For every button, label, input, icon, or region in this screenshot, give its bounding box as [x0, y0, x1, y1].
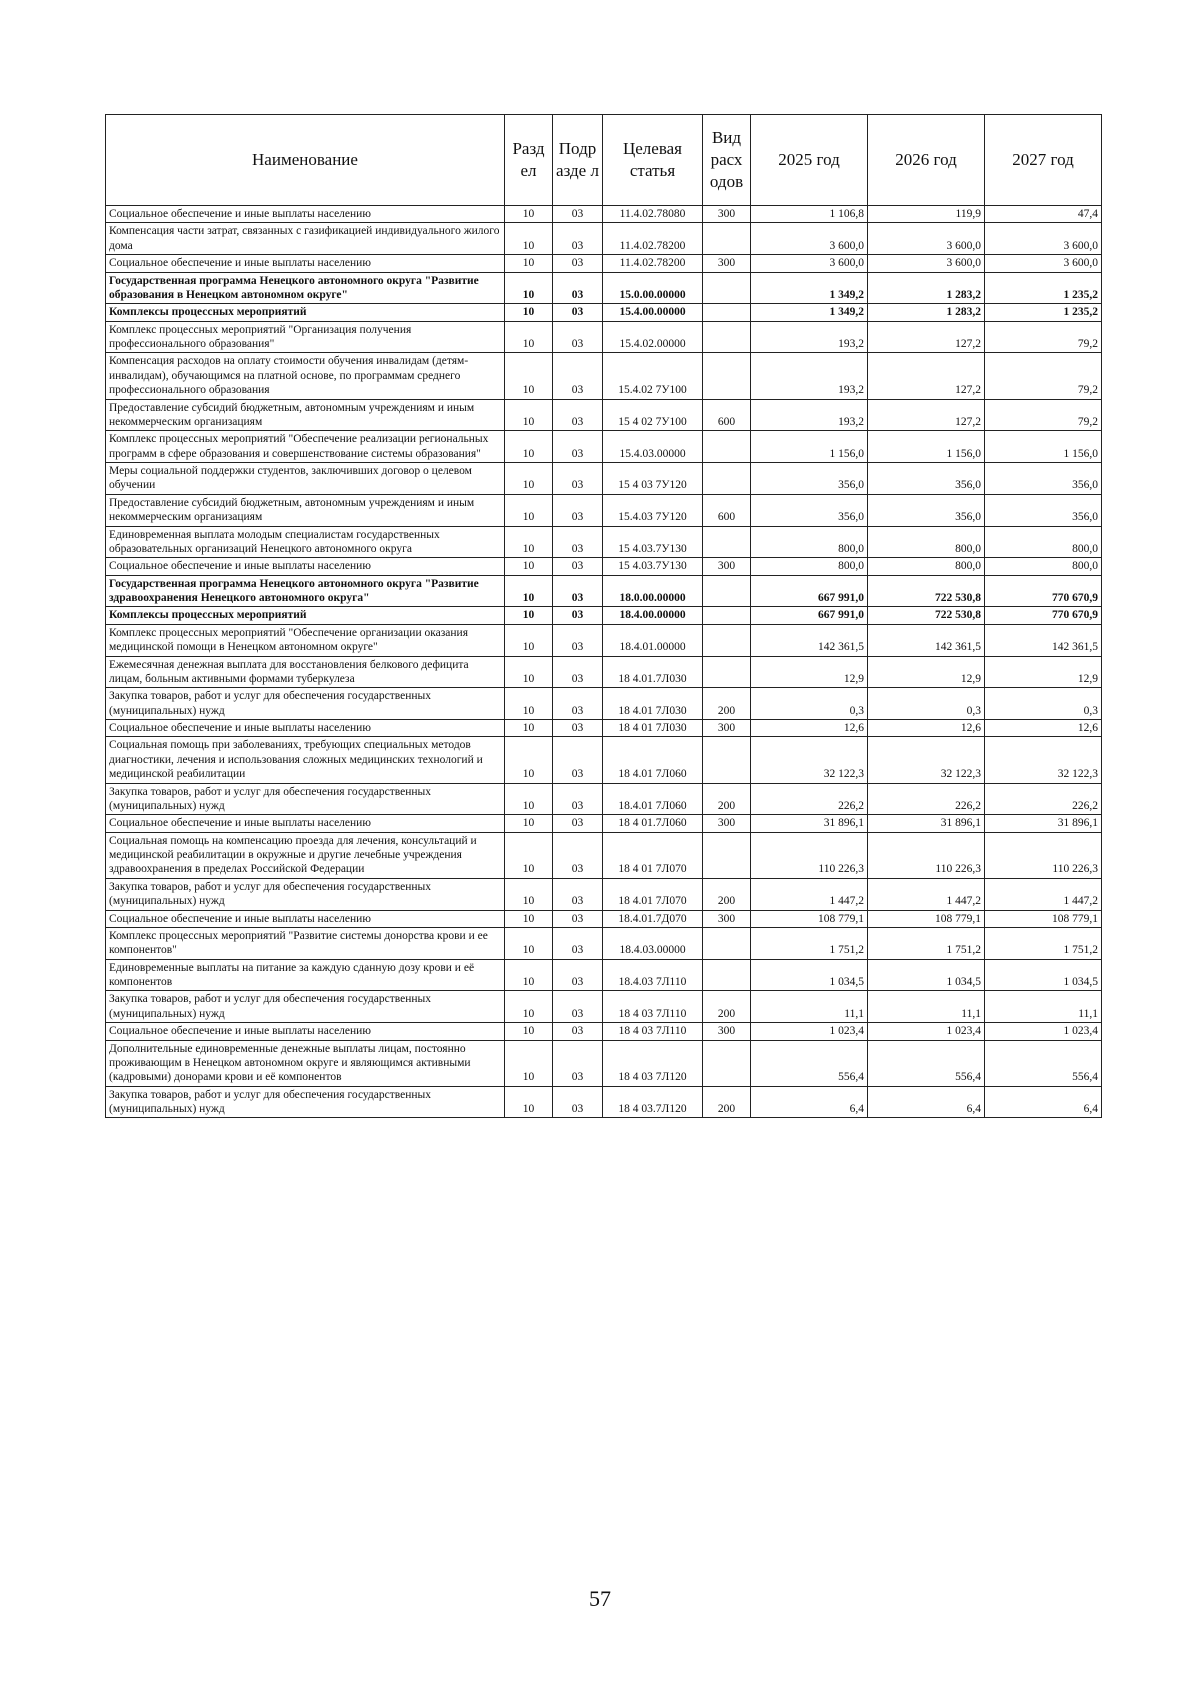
- cell-expense-type: 300: [703, 910, 751, 927]
- table-row: [106, 494, 1102, 526]
- table-row: [106, 353, 1102, 399]
- cell-target-article: 11.4.02.78200: [603, 255, 703, 272]
- cell-year-2026: 1 283,2: [868, 304, 985, 321]
- cell-expense-type: 600: [703, 399, 751, 431]
- cell-year-2026: 12,6: [868, 720, 985, 737]
- cell-year-2025: 556,4: [751, 1040, 868, 1086]
- cell-year-2026: 356,0: [868, 463, 985, 495]
- table-row: [106, 624, 1102, 656]
- cell-podrazdel: 03: [553, 927, 603, 959]
- cell-target-article: 15.4.00.00000: [603, 304, 703, 321]
- cell-name: Комплекс процессных мероприятий "Развитие системы донорства крови и ее компонентов": [106, 927, 505, 959]
- cell-year-2027: 79,2: [985, 353, 1102, 399]
- cell-year-2026: 1 751,2: [868, 927, 985, 959]
- cell-year-2025: 193,2: [751, 353, 868, 399]
- cell-year-2026: 108 779,1: [868, 910, 985, 927]
- table-row: [106, 656, 1102, 688]
- cell-year-2025: 1 447,2: [751, 878, 868, 910]
- cell-podrazdel: 03: [553, 783, 603, 815]
- header-year-2026: 2026 год: [868, 115, 985, 206]
- cell-year-2027: 142 361,5: [985, 624, 1102, 656]
- cell-razdel: 10: [505, 878, 553, 910]
- cell-name: Социальное обеспечение и иные выплаты населению: [106, 255, 505, 272]
- cell-name: Закупка товаров, работ и услуг для обеспечения государственных (муниципальных) нужд: [106, 878, 505, 910]
- cell-target-article: 18 4 03.7Л120: [603, 1086, 703, 1118]
- cell-razdel: 10: [505, 624, 553, 656]
- cell-name: Комплексы процессных мероприятий: [106, 304, 505, 321]
- cell-razdel: 10: [505, 927, 553, 959]
- cell-razdel: 10: [505, 558, 553, 575]
- table-row: [106, 737, 1102, 783]
- cell-year-2027: 356,0: [985, 463, 1102, 495]
- table-row: [106, 815, 1102, 832]
- cell-year-2026: 1 156,0: [868, 431, 985, 463]
- cell-year-2027: 800,0: [985, 526, 1102, 558]
- cell-name: Комплексы процессных мероприятий: [106, 607, 505, 624]
- cell-expense-type: [703, 607, 751, 624]
- cell-name: Единовременные выплаты на питание за каждую сданную дозу крови и её компонентов: [106, 959, 505, 991]
- cell-year-2026: 127,2: [868, 353, 985, 399]
- cell-name: Социальное обеспечение и иные выплаты населению: [106, 1023, 505, 1040]
- cell-expense-type: [703, 272, 751, 304]
- cell-year-2025: 110 226,3: [751, 832, 868, 878]
- cell-target-article: 18 4.01 7Л030: [603, 688, 703, 720]
- cell-target-article: 18.4.01 7Л060: [603, 783, 703, 815]
- cell-podrazdel: 03: [553, 959, 603, 991]
- cell-expense-type: [703, 959, 751, 991]
- cell-razdel: 10: [505, 959, 553, 991]
- cell-target-article: 18 4 01 7Л070: [603, 832, 703, 878]
- cell-target-article: 15 4 03 7У120: [603, 463, 703, 495]
- cell-podrazdel: 03: [553, 321, 603, 353]
- cell-podrazdel: 03: [553, 656, 603, 688]
- cell-expense-type: [703, 575, 751, 607]
- cell-year-2027: 79,2: [985, 321, 1102, 353]
- cell-year-2025: 108 779,1: [751, 910, 868, 927]
- cell-target-article: 18 4.01 7Л060: [603, 737, 703, 783]
- cell-year-2026: 1 023,4: [868, 1023, 985, 1040]
- cell-name: Социальное обеспечение и иные выплаты населению: [106, 720, 505, 737]
- cell-razdel: 10: [505, 353, 553, 399]
- table-row: [106, 878, 1102, 910]
- cell-year-2025: 356,0: [751, 494, 868, 526]
- cell-year-2027: 770 670,9: [985, 607, 1102, 624]
- cell-year-2026: 556,4: [868, 1040, 985, 1086]
- cell-year-2026: 1 283,2: [868, 272, 985, 304]
- cell-target-article: 18 4 01 7Л030: [603, 720, 703, 737]
- table-row: [106, 255, 1102, 272]
- cell-razdel: 10: [505, 304, 553, 321]
- cell-year-2027: 32 122,3: [985, 737, 1102, 783]
- cell-podrazdel: 03: [553, 223, 603, 255]
- cell-expense-type: 300: [703, 206, 751, 223]
- cell-name: Компенсация расходов на оплату стоимости обучения инвалидам (детям-инвалидам), обучающимся на платной основе, по программам среднего профессионального образования: [106, 353, 505, 399]
- table-row: [106, 991, 1102, 1023]
- cell-expense-type: 300: [703, 720, 751, 737]
- cell-expense-type: [703, 656, 751, 688]
- cell-name: Предоставление субсидий бюджетным, автономным учреждениям и иным некоммерческим организациям: [106, 399, 505, 431]
- cell-target-article: 18 4 01.7Л060: [603, 815, 703, 832]
- cell-podrazdel: 03: [553, 353, 603, 399]
- table-row: [106, 1040, 1102, 1086]
- cell-name: Единовременная выплата молодым специалистам государственных образовательных организаций Ненецкого автономного округа: [106, 526, 505, 558]
- cell-target-article: 18 4 03 7Л110: [603, 991, 703, 1023]
- cell-expense-type: [703, 832, 751, 878]
- cell-year-2027: 79,2: [985, 399, 1102, 431]
- cell-razdel: 10: [505, 1040, 553, 1086]
- cell-year-2025: 1 156,0: [751, 431, 868, 463]
- table-row: [106, 558, 1102, 575]
- cell-expense-type: [703, 927, 751, 959]
- table-row: [106, 959, 1102, 991]
- cell-year-2025: 11,1: [751, 991, 868, 1023]
- cell-podrazdel: 03: [553, 494, 603, 526]
- cell-razdel: 10: [505, 463, 553, 495]
- cell-expense-type: 600: [703, 494, 751, 526]
- table-body: [106, 206, 1102, 1118]
- cell-razdel: 10: [505, 321, 553, 353]
- cell-podrazdel: 03: [553, 624, 603, 656]
- cell-name: Социальная помощь на компенсацию проезда для лечения, консультаций и медицинской реабилитации в окружные и другие лечебные учреждения здравоохранения в пределах Российской Федерации: [106, 832, 505, 878]
- cell-name: Социальное обеспечение и иные выплаты населению: [106, 910, 505, 927]
- page-number: 57: [589, 1586, 611, 1611]
- cell-year-2025: 800,0: [751, 558, 868, 575]
- cell-year-2025: 356,0: [751, 463, 868, 495]
- cell-year-2025: 667 991,0: [751, 575, 868, 607]
- table-row: [106, 399, 1102, 431]
- cell-year-2026: 722 530,8: [868, 607, 985, 624]
- cell-expense-type: 300: [703, 815, 751, 832]
- cell-target-article: 15 4.03.7У130: [603, 558, 703, 575]
- cell-year-2025: 31 896,1: [751, 815, 868, 832]
- cell-year-2027: 47,4: [985, 206, 1102, 223]
- cell-expense-type: [703, 353, 751, 399]
- table-row: [106, 526, 1102, 558]
- cell-expense-type: 200: [703, 878, 751, 910]
- cell-razdel: 10: [505, 783, 553, 815]
- cell-year-2025: 226,2: [751, 783, 868, 815]
- cell-target-article: 18 4 03 7Л120: [603, 1040, 703, 1086]
- table-row: [106, 607, 1102, 624]
- cell-year-2025: 3 600,0: [751, 223, 868, 255]
- cell-year-2025: 1 106,8: [751, 206, 868, 223]
- cell-podrazdel: 03: [553, 991, 603, 1023]
- cell-year-2026: 1 447,2: [868, 878, 985, 910]
- cell-target-article: 15.4.02.00000: [603, 321, 703, 353]
- cell-year-2026: 800,0: [868, 526, 985, 558]
- cell-name: Социальное обеспечение и иные выплаты населению: [106, 206, 505, 223]
- cell-year-2027: 3 600,0: [985, 223, 1102, 255]
- cell-podrazdel: 03: [553, 255, 603, 272]
- cell-year-2026: 119,9: [868, 206, 985, 223]
- table-row: [106, 910, 1102, 927]
- cell-year-2026: 142 361,5: [868, 624, 985, 656]
- cell-podrazdel: 03: [553, 1086, 603, 1118]
- cell-year-2026: 11,1: [868, 991, 985, 1023]
- cell-expense-type: [703, 1040, 751, 1086]
- cell-podrazdel: 03: [553, 737, 603, 783]
- cell-target-article: 18 4.01.7Л030: [603, 656, 703, 688]
- cell-name: Закупка товаров, работ и услуг для обеспечения государственных (муниципальных) нужд: [106, 1086, 505, 1118]
- cell-razdel: 10: [505, 1086, 553, 1118]
- cell-year-2027: 12,6: [985, 720, 1102, 737]
- cell-razdel: 10: [505, 399, 553, 431]
- cell-razdel: 10: [505, 656, 553, 688]
- cell-target-article: 15 4.03.7У130: [603, 526, 703, 558]
- cell-name: Комплекс процессных мероприятий "Обеспечение организации оказания медицинской помощи в Ненецком автономном округе": [106, 624, 505, 656]
- cell-podrazdel: 03: [553, 607, 603, 624]
- table-row: [106, 321, 1102, 353]
- cell-year-2026: 127,2: [868, 399, 985, 431]
- cell-podrazdel: 03: [553, 878, 603, 910]
- cell-razdel: 10: [505, 431, 553, 463]
- cell-name: Комплекс процессных мероприятий "Обеспечение реализации региональных программ в сфере образования и совершенствование системы образования": [106, 431, 505, 463]
- cell-name: Меры социальной поддержки студентов, заключивших договор о целевом обучении: [106, 463, 505, 495]
- cell-year-2027: 1 751,2: [985, 927, 1102, 959]
- cell-target-article: 11.4.02.78080: [603, 206, 703, 223]
- cell-year-2026: 3 600,0: [868, 223, 985, 255]
- header-podrazdel: Подр азде л: [553, 115, 603, 206]
- cell-name: Государственная программа Ненецкого автономного округа "Развитие образования в Ненецком автономном округе": [106, 272, 505, 304]
- cell-year-2026: 3 600,0: [868, 255, 985, 272]
- cell-razdel: 10: [505, 272, 553, 304]
- cell-year-2027: 3 600,0: [985, 255, 1102, 272]
- cell-target-article: 18.0.00.00000: [603, 575, 703, 607]
- cell-expense-type: 300: [703, 1023, 751, 1040]
- cell-target-article: 15.0.00.00000: [603, 272, 703, 304]
- budget-table: [105, 114, 1102, 1118]
- cell-razdel: 10: [505, 494, 553, 526]
- cell-expense-type: 200: [703, 1086, 751, 1118]
- cell-name: Предоставление субсидий бюджетным, автономным учреждениям и иным некоммерческим организациям: [106, 494, 505, 526]
- cell-expense-type: 200: [703, 991, 751, 1023]
- cell-year-2027: 1 235,2: [985, 272, 1102, 304]
- cell-razdel: 10: [505, 206, 553, 223]
- cell-razdel: 10: [505, 1023, 553, 1040]
- cell-year-2027: 108 779,1: [985, 910, 1102, 927]
- cell-expense-type: [703, 321, 751, 353]
- cell-target-article: 18.4.00.00000: [603, 607, 703, 624]
- cell-podrazdel: 03: [553, 1040, 603, 1086]
- cell-razdel: 10: [505, 991, 553, 1023]
- table-header: [106, 115, 1102, 206]
- cell-name: Закупка товаров, работ и услуг для обеспечения государственных (муниципальных) нужд: [106, 688, 505, 720]
- cell-podrazdel: 03: [553, 463, 603, 495]
- cell-year-2025: 800,0: [751, 526, 868, 558]
- table-row: [106, 431, 1102, 463]
- header-year-2027: 2027 год: [985, 115, 1102, 206]
- cell-year-2025: 142 361,5: [751, 624, 868, 656]
- cell-year-2027: 800,0: [985, 558, 1102, 575]
- cell-razdel: 10: [505, 720, 553, 737]
- cell-podrazdel: 03: [553, 206, 603, 223]
- cell-year-2027: 1 156,0: [985, 431, 1102, 463]
- cell-year-2026: 110 226,3: [868, 832, 985, 878]
- cell-year-2026: 32 122,3: [868, 737, 985, 783]
- cell-year-2025: 12,6: [751, 720, 868, 737]
- cell-target-article: 15.4.03 7У120: [603, 494, 703, 526]
- cell-expense-type: [703, 624, 751, 656]
- cell-year-2025: 6,4: [751, 1086, 868, 1118]
- cell-year-2027: 1 034,5: [985, 959, 1102, 991]
- cell-year-2025: 1 023,4: [751, 1023, 868, 1040]
- cell-expense-type: 200: [703, 783, 751, 815]
- cell-name: Социальное обеспечение и иные выплаты населению: [106, 815, 505, 832]
- cell-year-2027: 110 226,3: [985, 832, 1102, 878]
- cell-year-2027: 1 023,4: [985, 1023, 1102, 1040]
- cell-year-2027: 556,4: [985, 1040, 1102, 1086]
- cell-year-2026: 356,0: [868, 494, 985, 526]
- cell-podrazdel: 03: [553, 399, 603, 431]
- cell-expense-type: 300: [703, 558, 751, 575]
- cell-expense-type: [703, 526, 751, 558]
- cell-podrazdel: 03: [553, 575, 603, 607]
- cell-podrazdel: 03: [553, 720, 603, 737]
- cell-razdel: 10: [505, 815, 553, 832]
- cell-podrazdel: 03: [553, 431, 603, 463]
- cell-year-2027: 31 896,1: [985, 815, 1102, 832]
- cell-year-2027: 12,9: [985, 656, 1102, 688]
- cell-target-article: 18.4.03.00000: [603, 927, 703, 959]
- table-row: [106, 575, 1102, 607]
- cell-year-2025: 12,9: [751, 656, 868, 688]
- cell-target-article: 15.4.02 7У100: [603, 353, 703, 399]
- cell-year-2025: 1 349,2: [751, 304, 868, 321]
- cell-expense-type: [703, 737, 751, 783]
- header-year-2025: 2025 год: [751, 115, 868, 206]
- cell-podrazdel: 03: [553, 1023, 603, 1040]
- cell-year-2027: 1 235,2: [985, 304, 1102, 321]
- cell-name: Дополнительные единовременные денежные выплаты лицам, постоянно проживающим в Ненецком автономном округе и являющимся активными (кадровыми) донорами крови и её компонентов: [106, 1040, 505, 1086]
- cell-year-2026: 226,2: [868, 783, 985, 815]
- header-expense-type: Вид расх одов: [703, 115, 751, 206]
- cell-name: Социальное обеспечение и иные выплаты населению: [106, 558, 505, 575]
- cell-podrazdel: 03: [553, 272, 603, 304]
- cell-expense-type: [703, 304, 751, 321]
- cell-podrazdel: 03: [553, 526, 603, 558]
- table-row: [106, 688, 1102, 720]
- cell-year-2025: 193,2: [751, 321, 868, 353]
- cell-name: Социальная помощь при заболеваниях, требующих специальных методов диагностики, лечения и использования сложных медицинских технологий и медицинской реабилитации: [106, 737, 505, 783]
- cell-year-2027: 6,4: [985, 1086, 1102, 1118]
- cell-year-2027: 356,0: [985, 494, 1102, 526]
- cell-year-2026: 127,2: [868, 321, 985, 353]
- table-row: [106, 206, 1102, 223]
- table-row: [106, 272, 1102, 304]
- cell-year-2025: 667 991,0: [751, 607, 868, 624]
- table-row: [106, 927, 1102, 959]
- cell-podrazdel: 03: [553, 558, 603, 575]
- cell-razdel: 10: [505, 255, 553, 272]
- cell-name: Комплекс процессных мероприятий "Организация получения профессионального образования": [106, 321, 505, 353]
- table-row: [106, 1023, 1102, 1040]
- table-row: [106, 832, 1102, 878]
- cell-name: Компенсация части затрат, связанных с газификацией индивидуального жилого дома: [106, 223, 505, 255]
- cell-name: Закупка товаров, работ и услуг для обеспечения государственных (муниципальных) нужд: [106, 991, 505, 1023]
- cell-year-2025: 0,3: [751, 688, 868, 720]
- cell-expense-type: 200: [703, 688, 751, 720]
- cell-year-2026: 722 530,8: [868, 575, 985, 607]
- cell-target-article: 18 4 03 7Л110: [603, 1023, 703, 1040]
- cell-year-2027: 1 447,2: [985, 878, 1102, 910]
- cell-razdel: 10: [505, 737, 553, 783]
- header-razdel: Разд ел: [505, 115, 553, 206]
- table-row: [106, 463, 1102, 495]
- cell-year-2027: 770 670,9: [985, 575, 1102, 607]
- table-row: [106, 783, 1102, 815]
- cell-year-2026: 1 034,5: [868, 959, 985, 991]
- cell-name: Закупка товаров, работ и услуг для обеспечения государственных (муниципальных) нужд: [106, 783, 505, 815]
- cell-expense-type: [703, 463, 751, 495]
- cell-podrazdel: 03: [553, 910, 603, 927]
- cell-year-2026: 12,9: [868, 656, 985, 688]
- cell-year-2025: 1 349,2: [751, 272, 868, 304]
- cell-name: Государственная программа Ненецкого автономного округа "Развитие здравоохранения Ненецкого автономного округа": [106, 575, 505, 607]
- cell-target-article: 15 4 02 7У100: [603, 399, 703, 431]
- cell-expense-type: 300: [703, 255, 751, 272]
- table-row: [106, 223, 1102, 255]
- cell-target-article: 18.4.03 7Л110: [603, 959, 703, 991]
- header-target-article: Целевая статья: [603, 115, 703, 206]
- cell-year-2026: 800,0: [868, 558, 985, 575]
- cell-year-2026: 6,4: [868, 1086, 985, 1118]
- cell-target-article: 18.4.01.00000: [603, 624, 703, 656]
- cell-expense-type: [703, 223, 751, 255]
- cell-podrazdel: 03: [553, 815, 603, 832]
- cell-razdel: 10: [505, 688, 553, 720]
- cell-year-2026: 0,3: [868, 688, 985, 720]
- cell-razdel: 10: [505, 575, 553, 607]
- cell-year-2025: 3 600,0: [751, 255, 868, 272]
- cell-razdel: 10: [505, 910, 553, 927]
- cell-razdel: 10: [505, 607, 553, 624]
- cell-year-2025: 1 751,2: [751, 927, 868, 959]
- cell-podrazdel: 03: [553, 832, 603, 878]
- cell-year-2025: 1 034,5: [751, 959, 868, 991]
- table-row: [106, 304, 1102, 321]
- cell-razdel: 10: [505, 832, 553, 878]
- cell-expense-type: [703, 431, 751, 463]
- table-row: [106, 1086, 1102, 1118]
- cell-year-2027: 226,2: [985, 783, 1102, 815]
- cell-podrazdel: 03: [553, 688, 603, 720]
- cell-target-article: 18.4.01.7Д070: [603, 910, 703, 927]
- cell-target-article: 15.4.03.00000: [603, 431, 703, 463]
- cell-razdel: 10: [505, 223, 553, 255]
- cell-year-2027: 11,1: [985, 991, 1102, 1023]
- cell-name: Ежемесячная денежная выплата для восстановления белкового дефицита лицам, больным активными формами туберкулеза: [106, 656, 505, 688]
- table-row: [106, 720, 1102, 737]
- cell-target-article: 18 4.01 7Л070: [603, 878, 703, 910]
- cell-podrazdel: 03: [553, 304, 603, 321]
- cell-target-article: 11.4.02.78200: [603, 223, 703, 255]
- cell-razdel: 10: [505, 526, 553, 558]
- cell-year-2025: 32 122,3: [751, 737, 868, 783]
- cell-year-2025: 193,2: [751, 399, 868, 431]
- cell-year-2026: 31 896,1: [868, 815, 985, 832]
- cell-year-2027: 0,3: [985, 688, 1102, 720]
- header-name: Наименование: [106, 115, 505, 206]
